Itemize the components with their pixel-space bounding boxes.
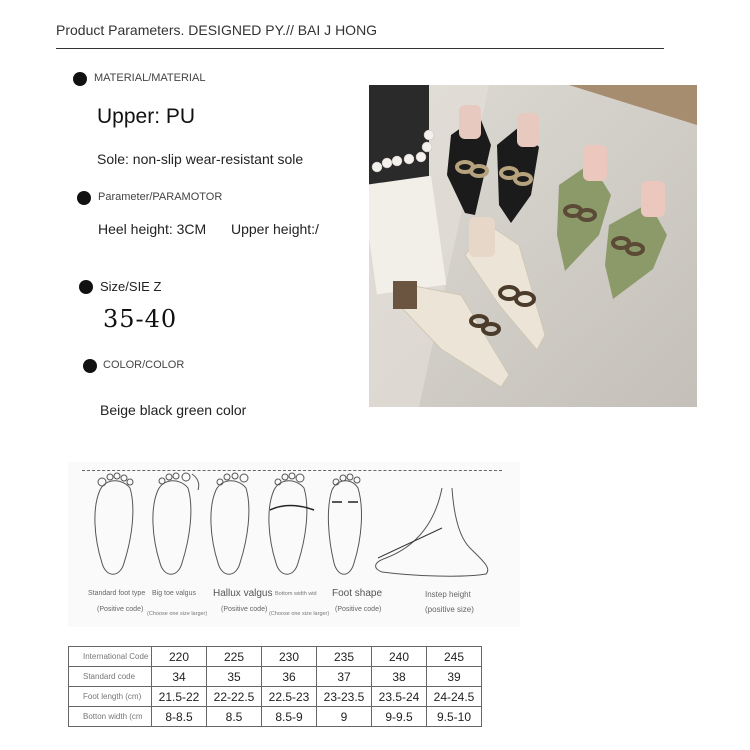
foot-caption: Big toe valgus bbox=[152, 590, 196, 597]
bullet-dot-icon bbox=[73, 72, 87, 86]
table-row bbox=[69, 707, 482, 727]
upper-height: Upper height:/ bbox=[231, 221, 319, 237]
row-header: Standard code bbox=[69, 667, 152, 687]
material-sole: Sole: non-slip wear-resistant sole bbox=[97, 151, 304, 167]
row-header: Botton width (cm bbox=[69, 707, 152, 727]
foot-caption: Standard foot type bbox=[88, 590, 146, 597]
table-cell: 9.5-10 bbox=[427, 707, 482, 727]
foot-caption: Instep height bbox=[425, 590, 471, 599]
heel-height: Heel height: 3CM bbox=[98, 221, 207, 237]
row-header: International Code bbox=[69, 647, 152, 667]
table-cell: 245 bbox=[427, 647, 482, 667]
table-cell: 36 bbox=[262, 667, 317, 687]
product-photo bbox=[369, 85, 697, 407]
table-cell: 9-9.5 bbox=[372, 707, 427, 727]
table-cell: 35 bbox=[207, 667, 262, 687]
table-cell: 220 bbox=[152, 647, 207, 667]
table-cell: 8.5 bbox=[207, 707, 262, 727]
table-cell: 8.5-9 bbox=[262, 707, 317, 727]
table-cell: 21.5-22 bbox=[152, 687, 207, 707]
table-cell: 39 bbox=[427, 667, 482, 687]
parameter-label: Parameter/PARAMOTOR bbox=[98, 191, 223, 203]
table-cell: 22.5-23 bbox=[262, 687, 317, 707]
foot-caption-sub: (Choose one size larger) bbox=[147, 611, 208, 617]
bullet-dot-icon bbox=[79, 280, 93, 294]
foot-caption-sub: (positive size) bbox=[425, 605, 474, 614]
table-cell: 225 bbox=[207, 647, 262, 667]
table-cell: 22-22.5 bbox=[207, 687, 262, 707]
table-cell: 8-8.5 bbox=[152, 707, 207, 727]
size-label: Size/SIE Z bbox=[100, 279, 162, 294]
color-label: COLOR/COLOR bbox=[103, 359, 185, 371]
table-cell: 235 bbox=[317, 647, 372, 667]
table-cell: 38 bbox=[372, 667, 427, 687]
table-cell: 9 bbox=[317, 707, 372, 727]
table-cell: 37 bbox=[317, 667, 372, 687]
foot-caption: Hallux valgus bbox=[213, 588, 273, 599]
bullet-dot-icon bbox=[83, 359, 97, 373]
foot-caption-sub: (Choose one size larger) bbox=[269, 611, 330, 617]
table-row bbox=[69, 647, 482, 667]
foot-caption: Foot shape bbox=[332, 588, 383, 599]
foot-caption-sub: (Positive code) bbox=[221, 606, 268, 613]
material-upper: Upper: PU bbox=[97, 105, 196, 128]
color-value: Beige black green color bbox=[100, 402, 247, 418]
size-chart-table bbox=[68, 646, 482, 727]
row-header: Foot length (cm) bbox=[69, 687, 152, 707]
table-cell: 240 bbox=[372, 647, 427, 667]
table-cell: 23-23.5 bbox=[317, 687, 372, 707]
table-cell: 24-24.5 bbox=[427, 687, 482, 707]
table-cell: 230 bbox=[262, 647, 317, 667]
foot-illustrations bbox=[82, 468, 512, 583]
header-divider bbox=[56, 48, 664, 49]
page-title: Product Parameters. DESIGNED PY.// BAI J HONG bbox=[56, 22, 378, 38]
table-row bbox=[69, 687, 482, 707]
foot-caption-sub: (Positive code) bbox=[97, 606, 144, 613]
foot-caption: Bottom width wid bbox=[275, 591, 317, 597]
table-cell: 34 bbox=[152, 667, 207, 687]
size-range: 35-40 bbox=[103, 305, 178, 333]
material-label: MATERIAL/MATERIAL bbox=[94, 72, 206, 84]
table-row bbox=[69, 667, 482, 687]
table-cell: 23.5-24 bbox=[372, 687, 427, 707]
bullet-dot-icon bbox=[77, 191, 91, 205]
foot-caption-sub: (Positive code) bbox=[335, 606, 382, 613]
